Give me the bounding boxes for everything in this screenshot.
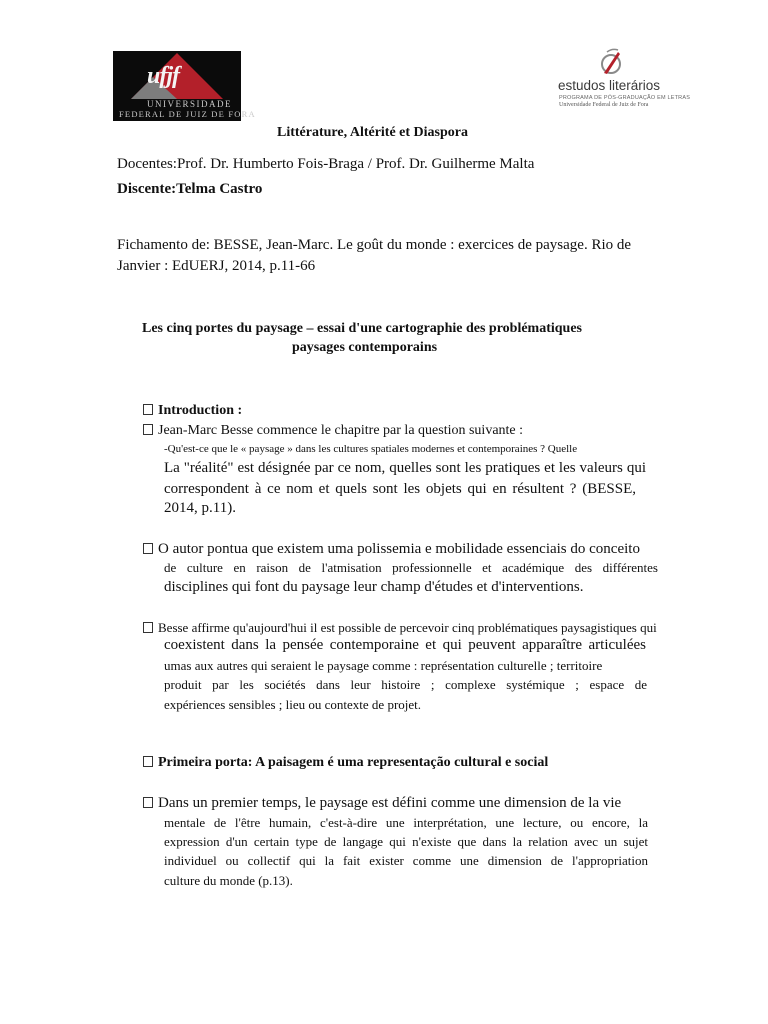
quill-icon <box>552 46 668 78</box>
cinq-line-1: Besse affirme qu'aujourd'hui il est possible de percevoir cinq problématiques paysagistiques qui <box>143 620 657 636</box>
section-title-line-2: paysages contemporains <box>292 340 438 355</box>
premier-line-3: expression d'un certain type de langage qui n'existe que dans la relation avec un sujet <box>164 834 648 849</box>
premier-line-5: culture du monde (p.13). <box>164 873 293 888</box>
section-title-line-1: Les cinq portes du paysage – essai d'une cartographie des problématiques <box>142 321 582 336</box>
cinq-line-5: expériences sensibles ; lieu ou contexte de projet. <box>164 697 422 712</box>
cinq-line-4: produit par les sociétés dans leur histoire ; complexe systémique ; espace de <box>164 677 647 692</box>
polissemia-line-1: O autor pontua que existem uma polissemia e mobilidade essenciais do conceito <box>143 541 640 558</box>
intro-quote-line-4: 2014, p.11). <box>164 500 236 516</box>
ufjf-logo-line1: UNIVERSIDADE <box>147 99 232 109</box>
ufjf-logo-mark: ufjf <box>147 63 179 89</box>
polissemia-line-3: disciplines qui font du paysage leur champ d'études et d'interventions. <box>164 579 584 595</box>
bullet-icon <box>143 404 153 415</box>
bullet-icon <box>143 543 153 554</box>
estudos-literarios-logo <box>552 46 691 110</box>
primeira-porta-heading: Primeira porta: A paisagem é uma representação cultural e social <box>143 755 548 771</box>
docentes-line: Docentes:Prof. Dr. Humberto Fois-Braga / Prof. Dr. Guilherme Malta <box>117 156 535 172</box>
bullet-icon <box>143 622 153 633</box>
cinq-line-3: umas aux autres qui seraient le paysage comme : représentation culturelle ; territoire <box>164 658 603 673</box>
course-title: Littérature, Altérité et Diaspora <box>277 125 469 140</box>
fichamento-line-1: Fichamento de: BESSE, Jean-Marc. Le goût du monde : exercices de paysage. Rio de <box>117 237 632 253</box>
estudos-logo-name: estudos literários <box>558 78 661 93</box>
estudos-logo-university: Universidade Federal de Juiz de Fora <box>559 102 649 108</box>
bullet-icon <box>143 797 153 808</box>
intro-quote-line-1: -Qu'est-ce que le « paysage » dans les cultures spatiales modernes et contemporaines ? Quelle <box>164 443 578 455</box>
bullet-icon <box>143 756 153 767</box>
premier-line-1: Dans un premier temps, le paysage est défini comme une dimension de la vie <box>143 795 621 812</box>
ufjf-logo-line2: FEDERAL DE JUIZ DE FORA <box>119 109 256 119</box>
fichamento-line-2: Janvier : EdUERJ, 2014, p.11-66 <box>117 258 316 274</box>
polissemia-line-2: de culture en raison de l'atmisation professionnelle et académique des différentes <box>164 560 658 575</box>
cinq-line-2: coexistent dans la pensée contemporaine et qui peuvent apparaître articulées <box>164 637 646 653</box>
intro-quote-line-3: correspondent à ce nom et quels sont les objets qui en résultent ? (BESSE, <box>164 481 636 497</box>
premier-line-2: mentale de l'être humain, c'est-à-dire une interprétation, une lecture, ou encore, la <box>164 815 648 830</box>
premier-line-4: individuel ou collectif qui la fait exister comme une dimension de l'appropriation <box>164 853 648 868</box>
ufjf-logo <box>113 51 256 121</box>
discente-line: Discente:Telma Castro <box>117 181 263 197</box>
intro-quote-line-2: La "réalité" est désignée par ce nom, quelles sont les pratiques et les valeurs qui <box>164 460 646 476</box>
bullet-icon <box>143 424 153 435</box>
intro-lead: Jean-Marc Besse commence le chapitre par la question suivante : <box>143 423 523 439</box>
intro-heading: Introduction : <box>143 403 242 419</box>
estudos-logo-subtitle: PROGRAMA DE PÓS-GRADUAÇÃO EM LETRAS <box>559 95 691 101</box>
